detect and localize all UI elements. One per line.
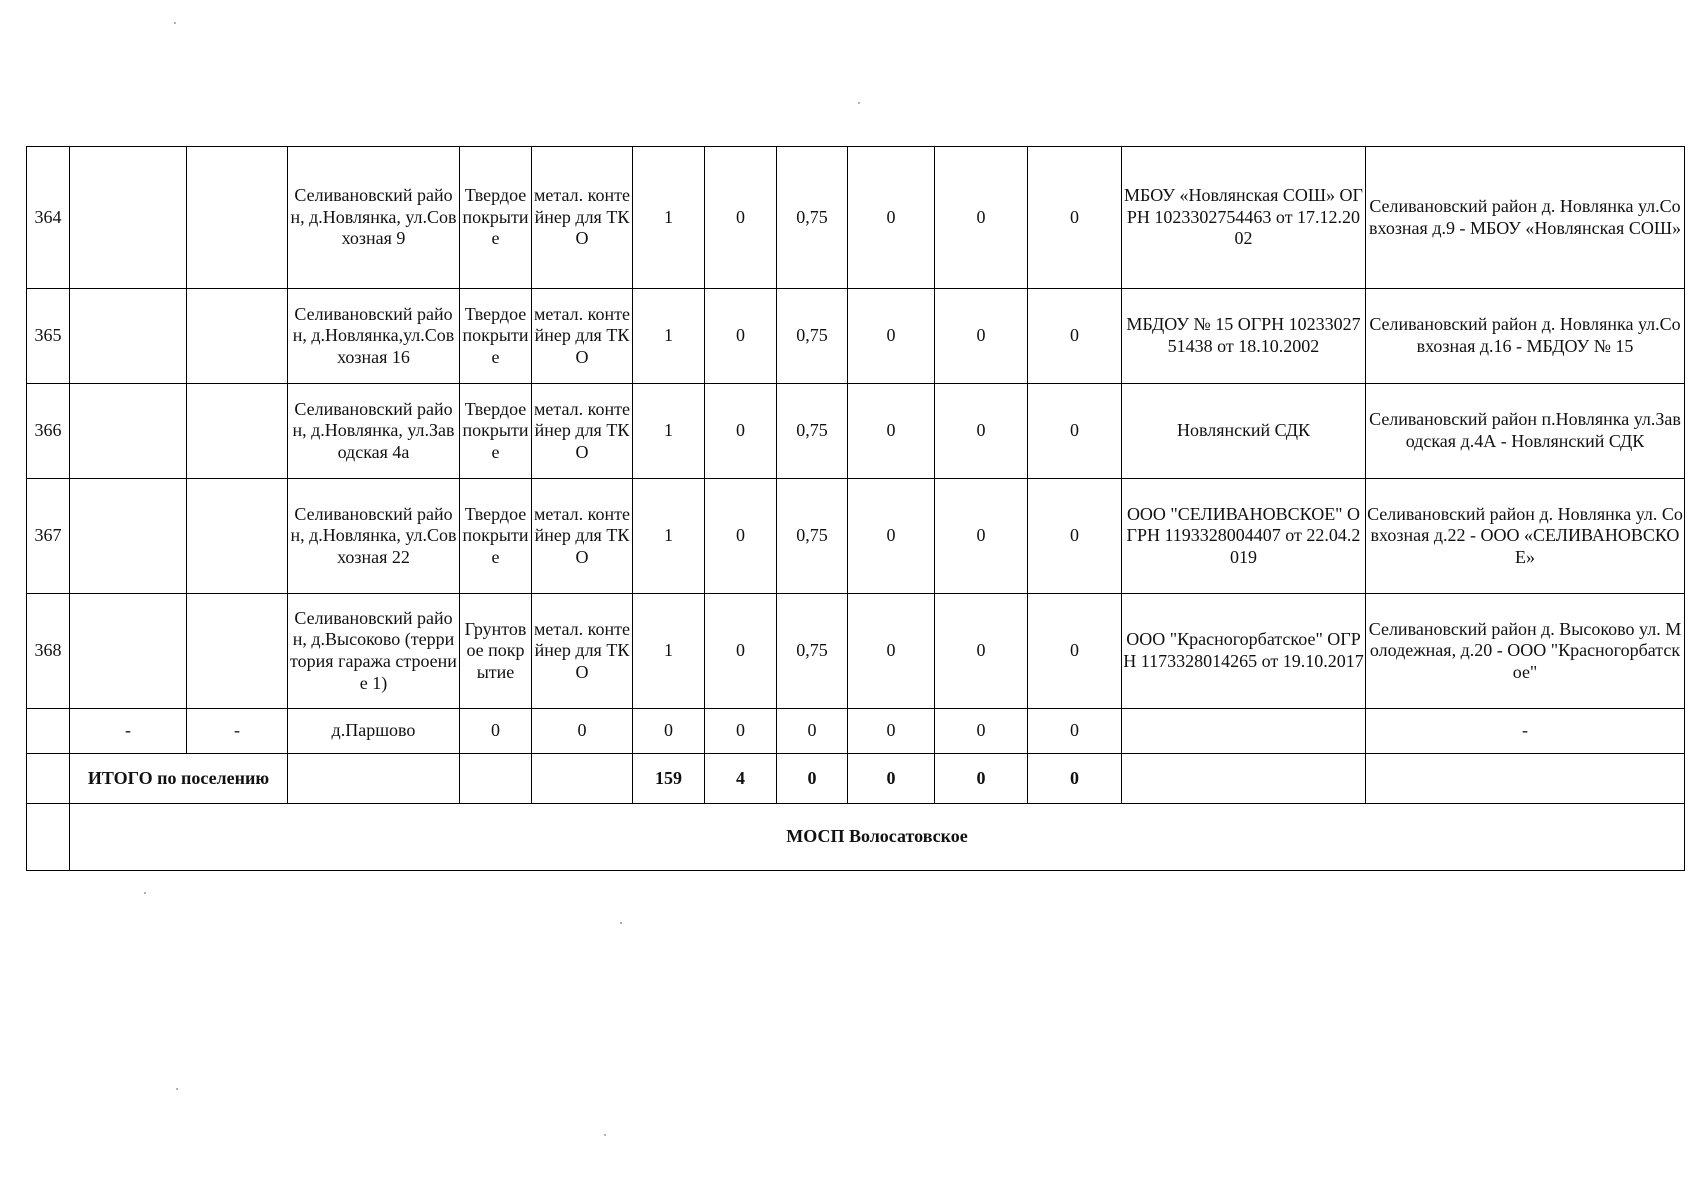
container-cell: метал. контейнер для ТКО [532,147,633,289]
table-row [27,384,1685,479]
value-cell: 0,75 [777,384,848,479]
empty-cell [70,479,187,594]
scan-speck [858,102,860,104]
total-value: 159 [633,754,705,804]
value-cell: 1 [633,384,705,479]
container-cell: метал. контейнер для ТКО [532,594,633,709]
container-cell: метал. контейнер для ТКО [532,479,633,594]
value-cell: 0 [935,384,1028,479]
value-cell: 0 [935,147,1028,289]
empty-cell [1122,709,1366,754]
value-cell: 0 [848,289,935,384]
empty-cell [70,384,187,479]
total-value: 4 [705,754,777,804]
address-cell: Селивановский район, д.Новлянка, ул.Совхозная 9 [288,147,460,289]
value-cell: 0 [705,709,777,754]
value-cell: 0 [705,594,777,709]
empty-cell [27,754,70,804]
scan-speck [144,892,146,894]
empty-cell [288,754,460,804]
value-cell: 0 [705,384,777,479]
empty-cell [460,754,532,804]
waste-source-cell: Селивановский район д. Новлянка ул.Совхозная д.9 - МБОУ «Новлянская СОШ» [1366,147,1685,289]
row-number: 368 [27,594,70,709]
table-row [27,479,1685,594]
empty-cell [27,804,70,871]
value-cell: 1 [633,147,705,289]
empty-cell [1366,754,1685,804]
value-cell: 0 [532,709,633,754]
value-cell: 0 [848,384,935,479]
section-title: МОСП Волосатовское [70,804,1685,871]
empty-cell [187,147,288,289]
empty-cell [187,384,288,479]
value-cell: 0 [935,709,1028,754]
owner-cell: ООО "Красногорбатское" ОГРН 1173328014265 от 19.10.2017 [1122,594,1366,709]
total-value: 0 [935,754,1028,804]
section-header-row [27,804,1685,871]
value-cell: 0,75 [777,147,848,289]
dash-cell: - [1366,709,1685,754]
owner-cell: Новлянский СДК [1122,384,1366,479]
address-cell: Селивановский район, д.Высоково (территория гаража строение 1) [288,594,460,709]
scan-speck [176,1088,178,1090]
empty-cell [70,147,187,289]
address-cell: Селивановский район, д.Новлянка, ул.Совхозная 22 [288,479,460,594]
scan-speck [604,1134,606,1136]
surface-cell: Твердое покрытие [460,289,532,384]
value-cell: 0 [1028,384,1122,479]
settlement-row [27,709,1685,754]
row-number: 364 [27,147,70,289]
value-cell: 0 [1028,147,1122,289]
address-cell: Селивановский район, д.Новлянка, ул.Заводская 4а [288,384,460,479]
value-cell: 0,75 [777,479,848,594]
value-cell: 0,75 [777,289,848,384]
table-row [27,594,1685,709]
value-cell: 1 [633,289,705,384]
container-cell: метал. контейнер для ТКО [532,289,633,384]
waste-source-cell: Селивановский район д. Высоково ул. Молодежная, д.20 - ООО "Красногорбатское" [1366,594,1685,709]
surface-cell: Твердое покрытие [460,384,532,479]
row-number: 366 [27,384,70,479]
dash-cell: - [187,709,288,754]
empty-cell [532,754,633,804]
value-cell: 0 [705,479,777,594]
waste-source-cell: Селивановский район д. Новлянка ул. Совхозная д.22 - ООО «СЕЛИВАНОВСКОЕ» [1366,479,1685,594]
total-row [27,754,1685,804]
empty-cell [70,594,187,709]
value-cell: 0 [935,289,1028,384]
total-label: ИТОГО по поселению [70,754,288,804]
table-row [27,289,1685,384]
waste-source-cell: Селивановский район д. Новлянка ул.Совхозная д.16 - МБДОУ № 15 [1366,289,1685,384]
value-cell: 0 [848,594,935,709]
row-number: 365 [27,289,70,384]
empty-cell [187,479,288,594]
empty-cell [70,289,187,384]
registry-sheet [26,146,1685,871]
value-cell: 1 [633,479,705,594]
row-number: 367 [27,479,70,594]
total-value: 0 [848,754,935,804]
value-cell: 0 [460,709,532,754]
value-cell: 0 [633,709,705,754]
empty-cell [187,594,288,709]
value-cell: 0 [935,479,1028,594]
registry-table [26,146,1685,871]
empty-cell [1122,754,1366,804]
value-cell: 0 [1028,594,1122,709]
value-cell: 0 [1028,289,1122,384]
total-value: 0 [1028,754,1122,804]
empty-cell [187,289,288,384]
settlement-name: д.Паршово [288,709,460,754]
owner-cell: ООО "СЕЛИВАНОВСКОЕ" ОГРН 1193328004407 от 22.04.2019 [1122,479,1366,594]
container-cell: метал. контейнер для ТКО [532,384,633,479]
value-cell: 0 [777,709,848,754]
surface-cell: Твердое покрытие [460,147,532,289]
value-cell: 0 [1028,479,1122,594]
value-cell: 0 [705,147,777,289]
table-row [27,147,1685,289]
surface-cell: Грунтовое покрытие [460,594,532,709]
value-cell: 0 [935,594,1028,709]
dash-cell: - [70,709,187,754]
empty-cell [27,709,70,754]
value-cell: 0,75 [777,594,848,709]
owner-cell: МБОУ «Новлянская СОШ» ОГРН 1023302754463 от 17.12.2002 [1122,147,1366,289]
scan-speck [174,22,176,24]
total-value: 0 [777,754,848,804]
address-cell: Селивановский район, д.Новлянка,ул.Совхозная 16 [288,289,460,384]
scan-speck [620,922,622,924]
value-cell: 0 [848,709,935,754]
value-cell: 1 [633,594,705,709]
value-cell: 0 [1028,709,1122,754]
value-cell: 0 [848,479,935,594]
value-cell: 0 [705,289,777,384]
waste-source-cell: Селивановский район п.Новлянка ул.Заводская д.4А - Новлянский СДК [1366,384,1685,479]
owner-cell: МБДОУ № 15 ОГРН 1023302751438 от 18.10.2002 [1122,289,1366,384]
value-cell: 0 [848,147,935,289]
surface-cell: Твердое покрытие [460,479,532,594]
